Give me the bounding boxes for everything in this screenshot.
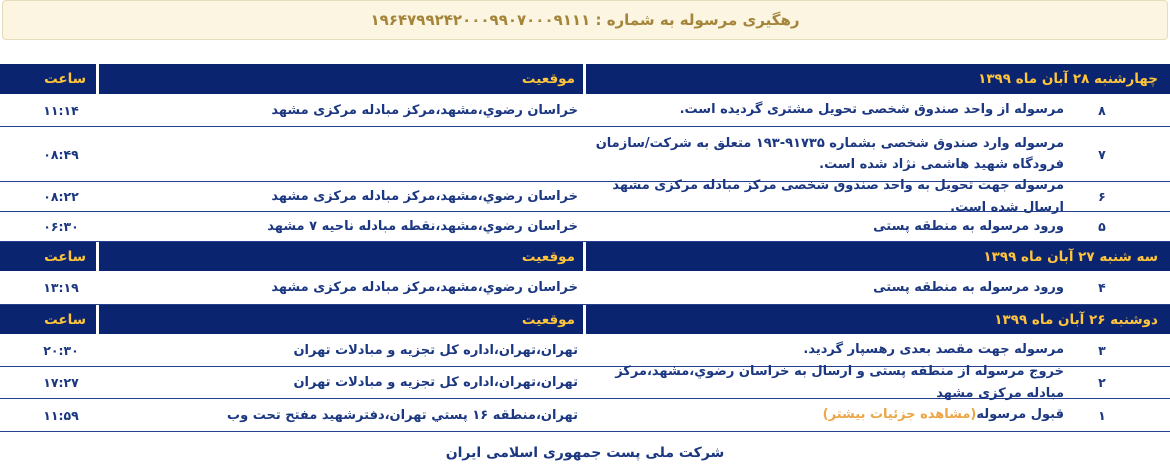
row-number: ۵ xyxy=(1098,219,1106,234)
row-time: ۰۸:۲۲ xyxy=(43,189,79,204)
table-row xyxy=(0,94,1170,127)
row-number: ۸ xyxy=(1098,102,1106,118)
row-location: تهران،تهران،اداره کل تجزیه و مبادلات تهران xyxy=(293,375,578,390)
footer-company: شرکت ملی پست جمهوری اسلامی ایران xyxy=(445,445,725,461)
row-location: خراسان رضوي،مشهد،مرکز مبادله مرکزی مشهد xyxy=(271,189,578,204)
table-row xyxy=(0,399,1170,432)
row-number: ۴ xyxy=(1098,280,1106,295)
row-description: خروج مرسوله از منطقه پستی و ارسال به خراسان رضوي،مشهد،مرکز مبادله مرکزی مشهد xyxy=(615,364,1064,401)
column-header-time: ساعت xyxy=(0,242,96,271)
row-location: خراسان رضوي،مشهد،مرکز مبادله مرکزی مشهد xyxy=(271,280,578,295)
row-number: ۱ xyxy=(1098,407,1106,423)
row-number: ۲ xyxy=(1098,375,1106,390)
page-title: رهگیری مرسوله به شماره : ۱۹۶۴۷۹۹۲۴۲۰۰۰۹۹۰۷۰۰۰۹۱۱۱ xyxy=(370,11,800,29)
section-header xyxy=(0,242,1170,271)
table-row xyxy=(0,178,1170,215)
column-header-location: موقعیت xyxy=(99,64,583,94)
row-time: ۰۶:۳۰ xyxy=(43,219,79,234)
section-date: سه شنبه ۲۷ آبان ماه ۱۳۹۹ xyxy=(586,242,1170,271)
row-description: مرسوله جهت تحویل به واحد صندوق شخصی مرکز مبادله مرکزی مشهد ارسال شده است. xyxy=(612,178,1064,215)
row-number: ۳ xyxy=(1098,342,1106,358)
row-description-text: قبول مرسوله xyxy=(976,407,1064,423)
table-row xyxy=(0,364,1170,401)
section-date: دوشنبه ۲۶ آبان ماه ۱۳۹۹ xyxy=(586,305,1170,334)
section-date: چهارشنبه ۲۸ آبان ماه ۱۳۹۹ xyxy=(586,64,1170,94)
row-location: خراسان رضوي،مشهد،مرکز مبادله مرکزی مشهد xyxy=(271,102,578,118)
column-header-time: ساعت xyxy=(0,305,96,334)
table-row xyxy=(0,212,1170,242)
row-time: ۱۳:۱۹ xyxy=(43,280,79,295)
row-location: تهران،منطقه ۱۶ پستي تهران،دفترشهید مفتح تحت وب xyxy=(227,407,578,423)
row-time: ۱۱:۵۹ xyxy=(43,407,79,423)
column-header-location: موقعیت xyxy=(99,305,583,334)
column-header-location: موقعیت xyxy=(99,242,583,271)
tracking-table xyxy=(0,64,1170,432)
row-description: ورود مرسوله به منطقه پستی xyxy=(873,218,1064,234)
section-header xyxy=(0,64,1170,94)
row-description: مرسوله از واحد صندوق شخصی تحویل مشتری گردیده است. xyxy=(679,102,1064,118)
row-time: ۱۷:۲۷ xyxy=(43,375,79,390)
row-location: خراسان رضوي،مشهد،نقطه مبادله ناحیه ۷ مشهد xyxy=(267,219,578,234)
table-row xyxy=(0,271,1170,305)
row-description xyxy=(594,404,1064,425)
row-location: تهران،تهران،اداره کل تجزیه و مبادلات تهران xyxy=(293,342,578,358)
row-description: مرسوله جهت مقصد بعدی رهسپار گردید. xyxy=(803,342,1064,358)
row-time: ۲۰:۳۰ xyxy=(43,342,79,358)
row-number: ۶ xyxy=(1098,189,1106,204)
row-time: ۰۸:۴۹ xyxy=(43,146,79,162)
row-description: ورود مرسوله به منطقه پستی xyxy=(873,279,1064,295)
row-number: ۷ xyxy=(1098,146,1106,162)
row-description: مرسوله وارد صندوق شخصی بشماره ۹۱۷۳۵-۱۹۳ متعلق به شرکت/سازمان فرودگاه شهید هاشمی نژاد شده است. xyxy=(595,135,1064,172)
section-header xyxy=(0,305,1170,334)
column-header-time: ساعت xyxy=(0,64,96,94)
tracking-header-bar xyxy=(2,0,1168,40)
row-time: ۱۱:۱۴ xyxy=(43,102,79,118)
more-details-link[interactable]: (مشاهده جزئیات بیشتر) xyxy=(822,407,977,423)
